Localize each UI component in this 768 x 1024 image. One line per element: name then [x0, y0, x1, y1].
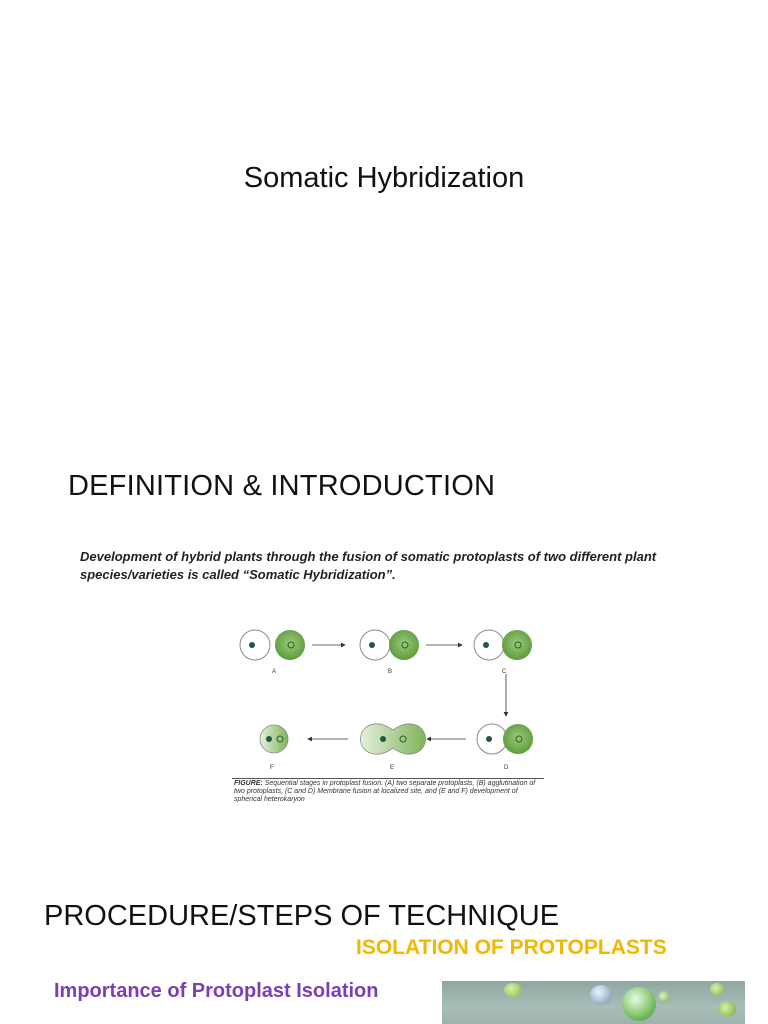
definition-heading: DEFINITION & INTRODUCTION	[68, 470, 496, 502]
importance-heading: Importance of Protoplast Isolation	[54, 980, 379, 1002]
stage-label-b: B	[388, 669, 393, 675]
stage-e	[361, 724, 426, 754]
protoplast-cell	[504, 983, 522, 997]
stage-f	[260, 725, 288, 753]
protoplast-photo	[442, 981, 745, 1024]
protoplast-cell	[622, 987, 656, 1021]
stage-a	[240, 630, 305, 660]
stage-label-a: A	[272, 669, 277, 675]
slide-title: Somatic Hybridization	[243, 162, 525, 194]
stage-b	[360, 630, 419, 660]
stage-c	[474, 630, 532, 660]
figure-divider	[232, 778, 544, 779]
protoplast-cell	[718, 1001, 736, 1017]
protoplast-cell	[658, 991, 670, 1003]
caption-label: FIGURE:	[234, 780, 263, 787]
procedure-heading: PROCEDURE/STEPS OF TECHNIQUE	[44, 900, 560, 932]
stage-label-e: E	[390, 765, 395, 771]
protoplast-cell	[590, 985, 612, 1005]
stage-d	[477, 724, 533, 754]
figure-caption	[234, 780, 539, 804]
isolation-heading: ISOLATION OF PROTOPLASTS	[356, 936, 667, 959]
stage-label-f: F	[270, 765, 274, 771]
definition-text: Development of hybrid plants through the fusion of somatic protoplasts of two different plant species/varieties is called “Somatic Hybridization”.	[80, 549, 657, 582]
caption-text: Sequential stages in protoplast fusion. (A) two separate protoplasts, (B) agglutination of two protoplasts, (C and D) Membrane fusion at localized site, and (E and F) development of spherical heterokaryon	[234, 780, 536, 803]
protoplast-cell	[710, 983, 724, 995]
stage-label-c: C	[502, 669, 507, 675]
stage-label-d: D	[504, 765, 509, 771]
